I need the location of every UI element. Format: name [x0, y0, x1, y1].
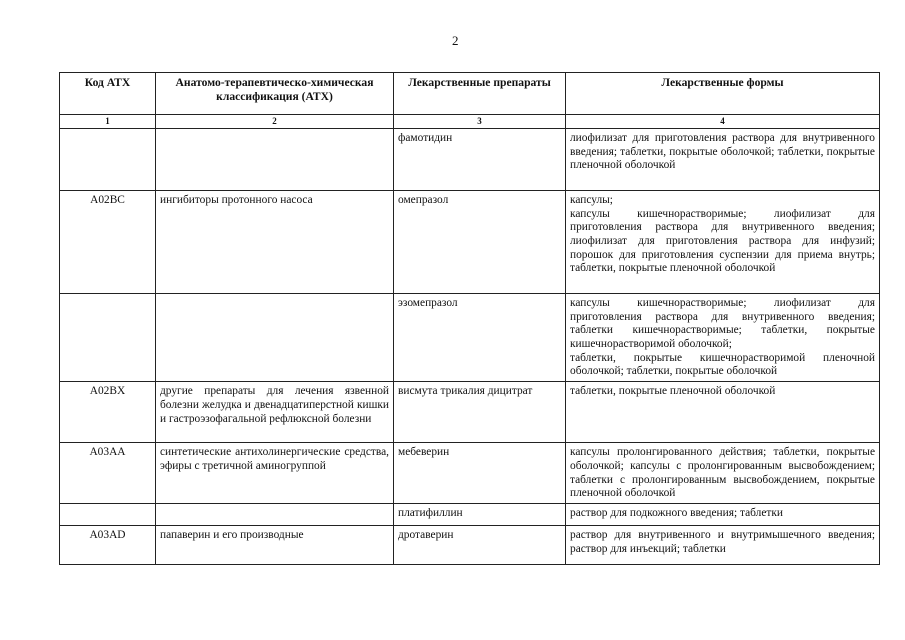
dosage-forms-cell: капсулы; капсулы кишечнорастворимые; лиофилизат для приготовления раствора для внутривенного введения; лиофилизат для приготовления раствора для инфузий; порошок для приготовления суспензии для приема внутрь; таблетки, покрытые пленочной оболочкой	[566, 191, 880, 294]
atx-code-cell: A02BC	[60, 191, 156, 294]
table-row	[60, 129, 880, 191]
dosage-forms-cell: раствор для подкожного введения; таблетки	[566, 504, 880, 526]
drug-cell: эзомепразол	[394, 294, 566, 382]
atx-code-cell	[60, 504, 156, 526]
classification-cell: синтетические антихолинергические средства, эфиры с третичной аминогруппой	[156, 443, 394, 504]
dosage-forms-cell: таблетки, покрытые пленочной оболочкой	[566, 382, 880, 443]
atx-code-cell: A03AA	[60, 443, 156, 504]
table-row	[60, 191, 880, 294]
table-row	[60, 443, 880, 504]
table-row	[60, 526, 880, 565]
drug-cell: висмута трикалия дицитрат	[394, 382, 566, 443]
dosage-forms-cell: капсулы пролонгированного действия; таблетки, покрытые оболочкой; капсулы с пролонгированным высвобождением; таблетки с пролонгированным высвобождением, покрытые пленочной оболочкой	[566, 443, 880, 504]
table-row	[60, 504, 880, 526]
header-classification: Анатомо-терапевтическо-химическая классификация (АТХ)	[156, 73, 394, 115]
column-number: 3	[394, 115, 566, 129]
header-code: Код АТХ	[60, 73, 156, 115]
column-number: 2	[156, 115, 394, 129]
atx-code-cell: A02BX	[60, 382, 156, 443]
classification-cell: ингибиторы протонного насоса	[156, 191, 394, 294]
drug-cell: платифиллин	[394, 504, 566, 526]
atx-code-cell: A03AD	[60, 526, 156, 565]
dosage-forms-cell: раствор для внутривенного и внутримышечного введения; раствор для инъекций; таблетки	[566, 526, 880, 565]
dosage-forms-cell: капсулы кишечнорастворимые; лиофилизат для приготовления раствора для внутривенного введения; таблетки кишечнорастворимые; таблетки, покрытые кишечнорастворимой оболочкой; таблетки, покрытые кишечнорастворимой пленочной оболочкой; таблетки, покрытые оболочкой	[566, 294, 880, 382]
atx-code-cell	[60, 294, 156, 382]
column-number-row	[60, 115, 880, 129]
classification-cell	[156, 294, 394, 382]
column-number: 1	[60, 115, 156, 129]
header-forms: Лекарственные формы	[566, 73, 880, 115]
column-number: 4	[566, 115, 880, 129]
classification-cell: другие препараты для лечения язвенной болезни желудка и двенадцатиперстной кишки и гастроэзофагальной рефлюксной болезни	[156, 382, 394, 443]
table-row	[60, 382, 880, 443]
header-row	[60, 73, 880, 115]
drug-cell: дротаверин	[394, 526, 566, 565]
atx-drug-table	[59, 72, 880, 565]
classification-cell	[156, 504, 394, 526]
classification-cell: папаверин и его производные	[156, 526, 394, 565]
header-drugs: Лекарственные препараты	[394, 73, 566, 115]
table-row	[60, 294, 880, 382]
atx-code-cell	[60, 129, 156, 191]
page-number: 2	[452, 33, 459, 48]
classification-cell	[156, 129, 394, 191]
drug-cell: омепразол	[394, 191, 566, 294]
drug-cell: фамотидин	[394, 129, 566, 191]
dosage-forms-cell: лиофилизат для приготовления раствора для внутривенного введения; таблетки, покрытые оболочкой; таблетки, покрытые пленочной оболочкой	[566, 129, 880, 191]
drug-cell: мебеверин	[394, 443, 566, 504]
